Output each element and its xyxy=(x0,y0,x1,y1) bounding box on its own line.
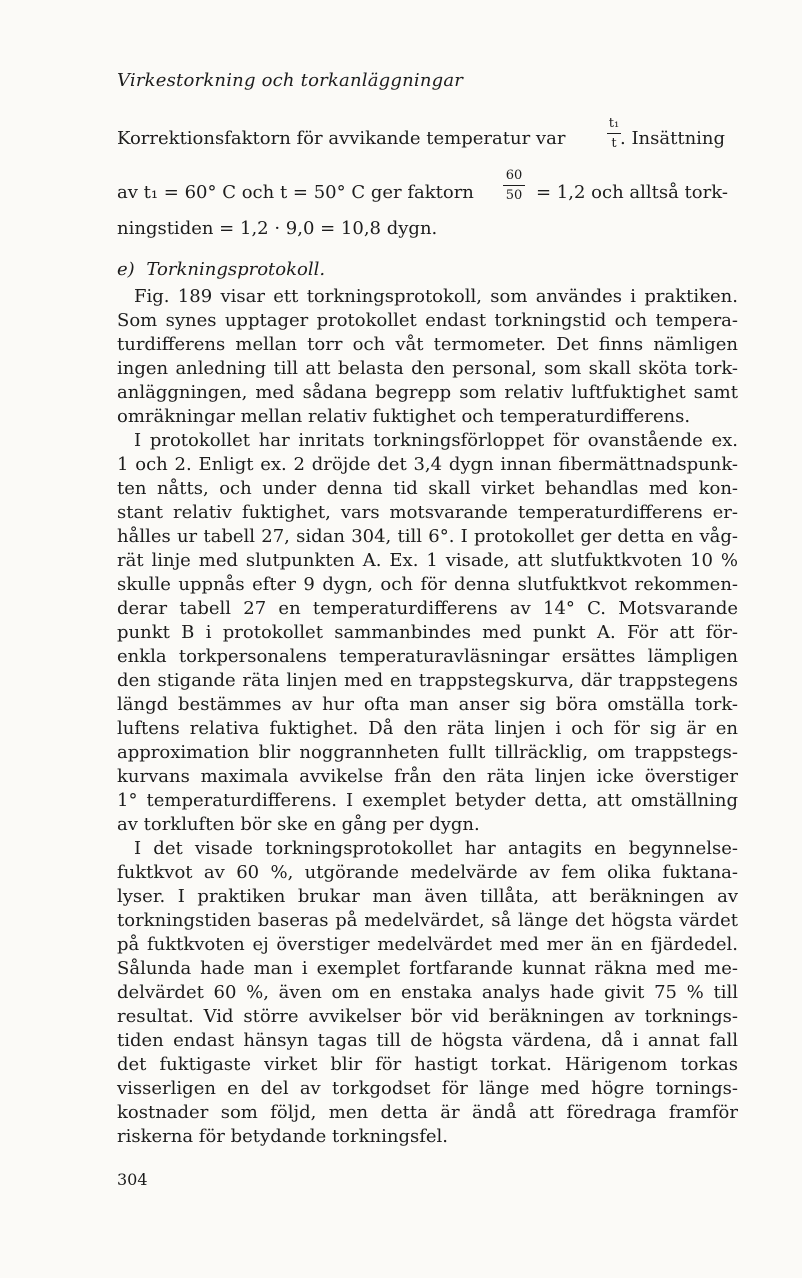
body-line: I det visade torkningsprotokollet har antagits en begynnelse- xyxy=(134,838,738,859)
fraction-numerator: 60 xyxy=(505,168,523,183)
body-line: skulle uppnås efter 9 dygn, och för denna slutfuktkvot rekommen- xyxy=(117,574,738,595)
body-line: luftens relativa fuktighet. Då den räta linjen i och för sig är en xyxy=(117,718,738,739)
body-line: delvärdet 60 %, även om en enstaka analys hade givit 75 % till xyxy=(117,982,738,1003)
section-title: Torkningsprotokoll. xyxy=(146,259,326,280)
body-line: det fuktigaste virket blir för hastigt torkat. Härigenom torkas xyxy=(117,1054,738,1075)
fraction-denominator: t xyxy=(611,136,617,151)
formula-line-2-tail: = 1,2 och alltså tork- xyxy=(536,182,728,203)
body-line: 1° temperaturdifferens. I exemplet betyder detta, att omställning xyxy=(117,790,738,811)
formula-line-1-text: Korrektionsfaktorn för avvikande temperatur var xyxy=(117,128,566,149)
body-line: på fuktkvoten ej överstiger medelvärdet med mer än en fjärdedel. xyxy=(117,934,738,955)
body-line: visserligen en del av torkgodset för länge med högre tornings- xyxy=(117,1078,738,1099)
formula-line-1-tail: . Insättning xyxy=(620,128,726,149)
running-head: Virkestorkning och torkanläggningar xyxy=(117,70,464,91)
body-line: kurvans maximala avvikelse från den räta linjen icke överstiger xyxy=(117,766,738,787)
body-line: kostnader som följd, men detta är ändå att föredraga framför xyxy=(117,1102,738,1123)
body-line: lyser. I praktiken brukar man även tillåta, att beräkningen av xyxy=(117,886,738,907)
body-line: derar tabell 27 en temperaturdifferens av 14° C. Motsvarande xyxy=(117,598,738,619)
fraction-numerator: t₁ xyxy=(608,116,620,131)
body-line: Fig. 189 visar ett torkningsprotokoll, som användes i praktiken. xyxy=(134,286,738,307)
body-line: av torkluften bör ske en gång per dygn. xyxy=(117,814,480,835)
body-line: enkla torkpersonalens temperaturavläsningar ersättes lämpligen xyxy=(117,646,738,667)
fraction-bar xyxy=(607,133,621,134)
section-heading xyxy=(117,259,325,280)
body-line: omräkningar mellan relativ fuktighet och temperaturdifferens. xyxy=(117,406,691,427)
body-line: Som synes upptager protokollet endast torkningstid och tempera- xyxy=(117,310,738,331)
body-line: punkt B i protokollet sammanbindes med punkt A. För att för- xyxy=(117,622,738,643)
body-line: rät linje med slutpunkten A. Ex. 1 visade, att slutfuktkvoten 10 % xyxy=(117,550,738,571)
formula-line-2-text: av t₁ = 60° C och t = 50° C ger faktorn xyxy=(117,182,474,203)
body-line: 1 och 2. Enligt ex. 2 dröjde det 3,4 dygn innan fibermättnadspunk- xyxy=(117,454,738,475)
body-line: I protokollet har inritats torkningsförloppet för ovanstående ex. xyxy=(134,430,738,451)
fraction-60-over-50 xyxy=(503,168,525,203)
fraction-denominator: 50 xyxy=(505,188,523,203)
body-line: riskerna för betydande torkningsfel. xyxy=(117,1126,449,1147)
fraction-bar xyxy=(503,185,525,186)
body-line: Sålunda hade man i exemplet fortfarande kunnat räkna med me- xyxy=(117,958,738,979)
body-line: den stigande räta linjen med en trappstegskurva, där trappstegens xyxy=(117,670,738,691)
body-line: approximation blir noggrannheten fullt tillräcklig, om trappstegs- xyxy=(117,742,738,763)
body-line: anläggningen, med sådana begrepp som relativ luftfuktighet samt xyxy=(117,382,738,403)
body-line: turdifferens mellan torr och våt termometer. Det finns nämligen xyxy=(117,334,738,355)
body-line: längd bestämmes av hur ofta man anser sig böra omställa tork- xyxy=(117,694,738,715)
body-line: fuktkvot av 60 %, utgörande medelvärde av fem olika fuktana- xyxy=(117,862,738,883)
fraction-t1-over-t xyxy=(607,116,621,151)
formula-line-3: ningstiden = 1,2 · 9,0 = 10,8 dygn. xyxy=(117,218,438,239)
body-line: resultat. Vid större avvikelser bör vid beräkningen av torknings- xyxy=(117,1006,738,1027)
body-line: tiden endast hänsyn tagas till de högsta värdena, då i annat fall xyxy=(117,1030,738,1051)
body-line: stant relativ fuktighet, vars motsvarande temperaturdifferens er- xyxy=(117,502,738,523)
body-line: torkningstiden baseras på medelvärdet, så länge det högsta värdet xyxy=(117,910,738,931)
section-label: e) xyxy=(117,259,135,280)
body-line: hålles ur tabell 27, sidan 304, till 6°. I protokollet ger detta en våg- xyxy=(117,526,738,547)
page-number: 304 xyxy=(117,1170,148,1189)
body-line: ingen anledning till att belasta den personal, som skall sköta tork- xyxy=(117,358,738,379)
body-line: ten nåtts, och under denna tid skall virket behandlas med kon- xyxy=(117,478,738,499)
